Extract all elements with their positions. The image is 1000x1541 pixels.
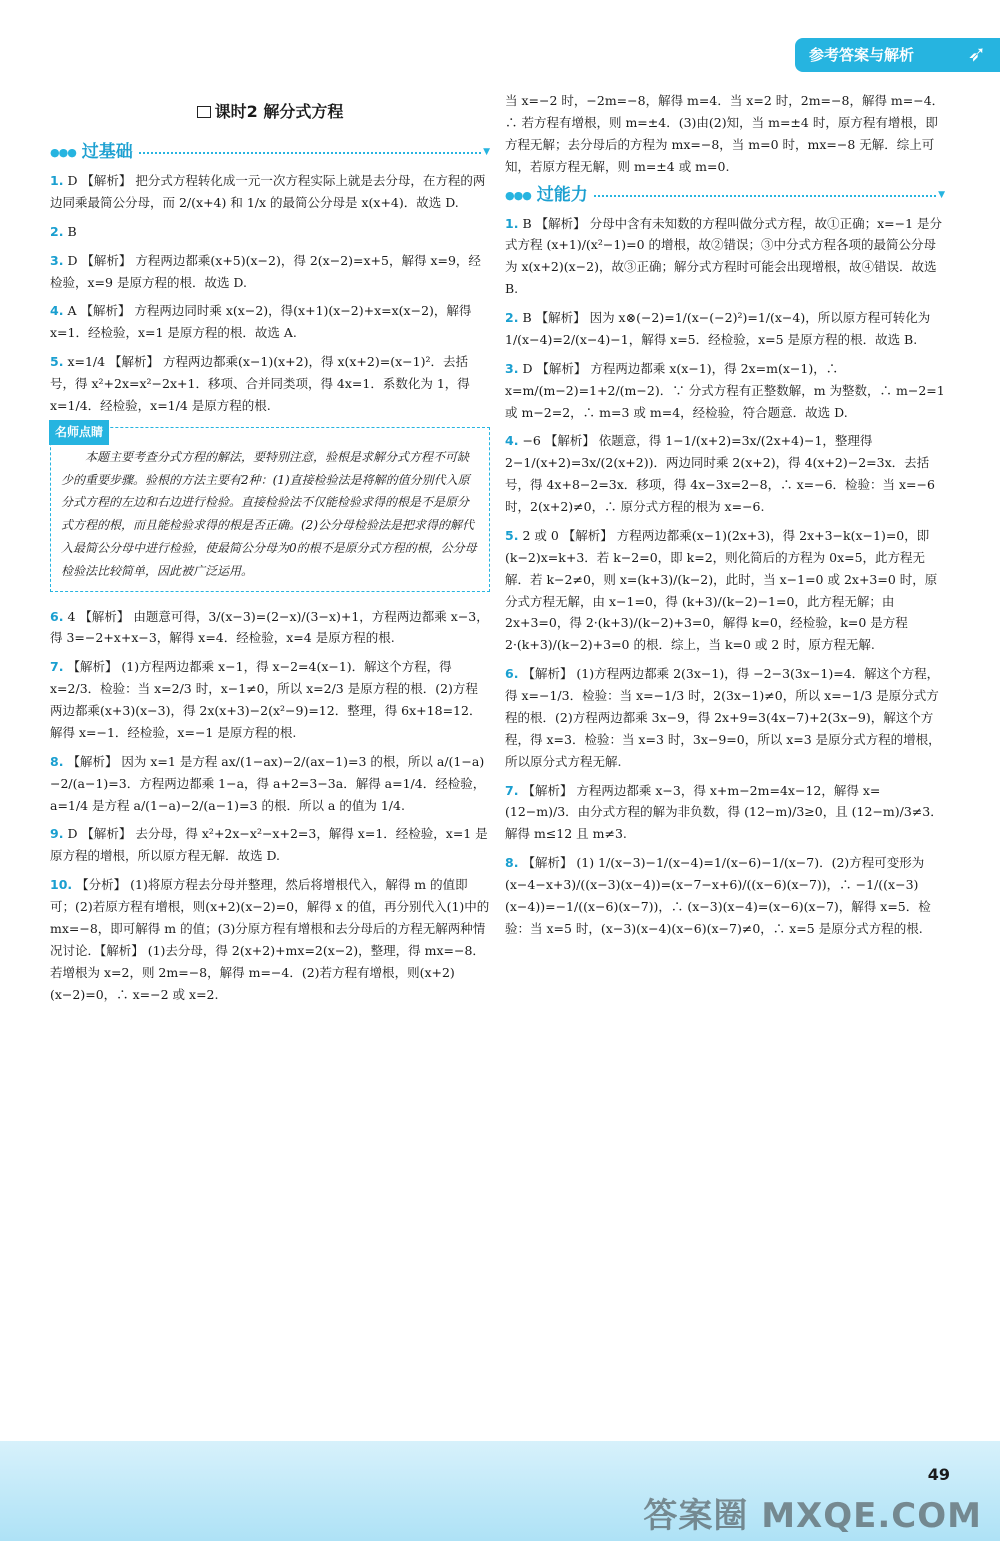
- page-footer: [0, 1441, 1000, 1541]
- section-rule: [139, 152, 481, 154]
- answer-item: 4. A 【解析】 方程两边同时乘 x(x−2)，得(x+1)(x−2)+x=x(x−2)，解得 x=1．经检验，x=1 是原方程的根．故选 A.: [50, 303, 472, 341]
- answer-item: 2. B 【解析】 因为 x⊗(−2)=1/(x−(−2)²)=1/(x−4)，所以原方程可转化为 1/(x−4)=2/(x−4)−1，解得 x=5．经检验，x=5 是原方程的根．故选 B.: [505, 310, 931, 347]
- watermark: 答案圈 MXQE.COM: [643, 1495, 982, 1536]
- note-text: 本题主要考查分式方程的解法，要特别注意，验根是求解分式方程不可缺少的重要步骤。验根的方法主要有2种：(1)直接检验法是将解的值分别代入原分式方程的左边和右边进行检验。直接检验法不仅能检验求得的根是不是原分式方程的根，而且能检验求得的根是否正确。(2)公分母检验法是把求得的解代入最简公分母中进行检验，使最简公分母为0的根不是原分式方程的根，公分母检验法比较简单，因此被广泛运用。: [61, 449, 477, 578]
- answer-item: 2. B: [50, 223, 77, 239]
- answer-item: 8. 【解析】 (1) 1/(x−3)−1/(x−4)=1/(x−6)−1/(x−7)．(2)方程可变形为 (x−4−x+3)/((x−3)(x−4))=(x−7−x+6)/((x−6)(x−7))，∴ −1/((x−3)(x−4))=−1/((x−6)(x−7))，∴ (x−3)(x−4)=(x−6)(x−7)，解得 x=5．检验：当 x=5 时，(x−3)(x−4)(x−6)(x−7)≠0，∴ x=5 是原分式方程的根.: [505, 855, 931, 936]
- rocket-icon: ➶: [967, 42, 986, 67]
- answer-item: 1. B 【解析】 分母中含有未知数的方程叫做分式方程，故①正确；x=−1 是分式方程 (x+1)/(x²−1)=0 的增根，故②错误；③中分式方程各项的最简公分母为 x(x+2)(x−2)，故③正确；解分式方程时可能会出现增根，故④错误．故选 B.: [505, 215, 942, 297]
- answer-item: 3. D 【解析】 方程两边都乘 x(x−1)，得 2x=m(x−1)，∴ x=m/(m−2)=1+2/(m−2)．∵ 分式方程有正整数解，m 为整数，∴ m−2=1 或 m−2=2，∴ m=3 或 m=4，经检验，符合题意．故选 D.: [505, 360, 945, 420]
- note-tag: 名师点睛: [49, 420, 109, 445]
- answer-item: 9. D 【解析】 去分母，得 x²+2x−x²−x+2=3，解得 x=1．经检验，x=1 是原方程的增根，所以原方程无解．故选 D.: [50, 826, 488, 864]
- section-dots-icon: ●●●: [50, 146, 76, 160]
- answer-item: 3. D 【解析】 方程两边都乘(x+5)(x−2)，得 2(x−2)=x+5，解得 x=9，经检验，x=9 是原方程的根．故选 D.: [50, 252, 481, 290]
- section-header-basic: [50, 142, 490, 164]
- answer-item: 1. D 【解析】 把分式方程转化成一元一次方程实际上就是去分母，在方程的两边同乘最简公分母，而 2/(x+4) 和 1/x 的最简公分母是 x(x+4)．故选 D.: [50, 173, 486, 210]
- section-label: 过能力: [536, 184, 588, 205]
- answer-item: 5. 2 或 0 【解析】 方程两边都乘(x−1)(2x+3)，得 2x+3−k(x−1)=0，即(k−2)x=k+3．若 k−2=0，即 k=2，则化简后的方程为 0x=5，此方程无解．若 k−2≠0，则 x=(k+3)/(k−2)，此时，当 x−1=0 或 2x+3=0 时，原分式方程无解，由 x−1=0，得 (k+3)/(k−2)−1=0，此方程无解；由 2x+3=0，得 2·(k+3)/(k−2)+3=0，解得 k=0，经检验，k=0 是方程 2·(k+3)/(k−2)+3=0 的根．综上，当 k=0 或 2 时，原方程无解.: [505, 527, 938, 653]
- section-dots-icon: ●●●: [505, 188, 531, 202]
- book-icon: [197, 106, 211, 118]
- answer-tab: [795, 38, 1000, 72]
- answer-item: 10. 【分析】 (1)将原方程去分母并整理，然后将增根代入，解得 m 的值即可；(2)若原方程有增根，则(x+2)(x−2)=0，解得 x 的值，再分别代入(1)中的 mx=−8，即可解得 m 的值；(3)分原方程有增根和去分母后的方程无解两种情况讨论．【解析】 (1)去分母，得 2(x+2)+mx=2(x−2)，整理，得 mx=−8．若增根为 x=2，则 2m=−8，解得 m=−4．(2)若方程有增根，则(x+2)(x−2)=0，∴ x=−2 或 x=2.: [50, 877, 490, 1002]
- answer-item: 8. 【解析】 因为 x=1 是方程 ax/(1−ax)−2/(ax−1)=3 的根，所以 a/(1−a)−2/(a−1)=3．方程两边都乘 1−a，得 a+2=3−3a．解得 a=1/4．经检验，a=1/4 是方程 a/(1−a)−2/(a−1)=3 的根．所以 a 的值为 1/4.: [50, 753, 486, 813]
- answer-continuation: 当 x=−2 时，−2m=−8，解得 m=4．当 x=2 时，2m=−8，解得 m=−4．∴ 若方程有增根，则 m=±4．(3)由(2)知，当 m=±4 时，原方程有增根，即方程无解；去分母后的方程为 mx=−8，当 m=0 时，mx=−8 无解．综上可知，若原方程无解，则 m=±4 或 m=0.: [505, 93, 945, 174]
- left-column: [50, 90, 490, 1012]
- triangle-icon: ▼: [483, 147, 490, 158]
- section-label: 过基础: [81, 142, 133, 163]
- answer-item: 7. 【解析】 方程两边都乘 x−3，得 x+m−2m=4x−12，解得 x=(12−m)/3．由分式方程的解为非负数，得 (12−m)/3≥0，且 (12−m)/3≠3．解得 m≤12 且 m≠3.: [505, 782, 943, 842]
- section-header-ability: [505, 185, 945, 207]
- answer-item: 5. x=1/4 【解析】 方程两边都乘(x−1)(x+2)，得 x(x+2)=(x−1)²．去括号，得 x²+2x=x²−2x+1．移项、合并同类项，得 4x=1．系数化为 1，得 x=1/4．经检验，x=1/4 是原方程的根.: [50, 354, 470, 413]
- right-column: [505, 90, 945, 947]
- lesson-title: 课时2 解分式方程: [50, 102, 490, 122]
- page-number: 49: [927, 1465, 950, 1484]
- section-rule: [594, 195, 936, 197]
- answer-item: 4. −6 【解析】 依题意，得 1−1/(x+2)=3x/(2x+4)−1，整理得 2−1/(x+2)=3x/(2(x+2))．两边同时乘 2(x+2)，得 4(x+2)−2=3x．去括号，得 4x+8−2=3x．移项，得 4x−3x=2−8，∴ x=−6．检验：当 x=−6 时，2(x+2)≠0，∴ 原分式方程的根为 x=−6.: [505, 433, 935, 514]
- answer-item: 6. 4 【解析】 由题意可得，3/(x−3)=(2−x)/(3−x)+1，方程两边都乘 x−3，得 3=−2+x+x−3，解得 x=4．经检验，x=4 是原方程的根.: [50, 608, 489, 646]
- triangle-icon: ▼: [938, 189, 945, 200]
- answer-tab-label: 参考答案与解析: [809, 46, 915, 64]
- teacher-note: [50, 424, 490, 592]
- answer-item: 7. 【解析】 (1)方程两边都乘 x−1，得 x−2=4(x−1)．解这个方程，得 x=2/3．检验：当 x=2/3 时，x−1≠0，所以 x=2/3 是原方程的根．(2)方程两边都乘(x+3)(x−3)，得 2x(x+3)−2(x²−9)=12．整理，得 6x+18=12．解得 x=−1．经检验，x=−1 是原方程的根.: [50, 659, 482, 740]
- answer-item: 6. 【解析】 (1)方程两边都乘 2(3x−1)，得 −2−3(3x−1)=4．解这个方程，得 x=−1/3．检验：当 x=−1/3 时，2(3x−1)≠0，所以 x=−1/3 是原分式方程的根．(2)方程两边都乘 3x−9，得 2x+9=3(4x−7)+2(3x−9)，解这个方程，得 x=3．检验：当 x=3 时，3x−9=0，所以 x=3 是原分式方程的增根，所以原分式方程无解.: [505, 666, 941, 769]
